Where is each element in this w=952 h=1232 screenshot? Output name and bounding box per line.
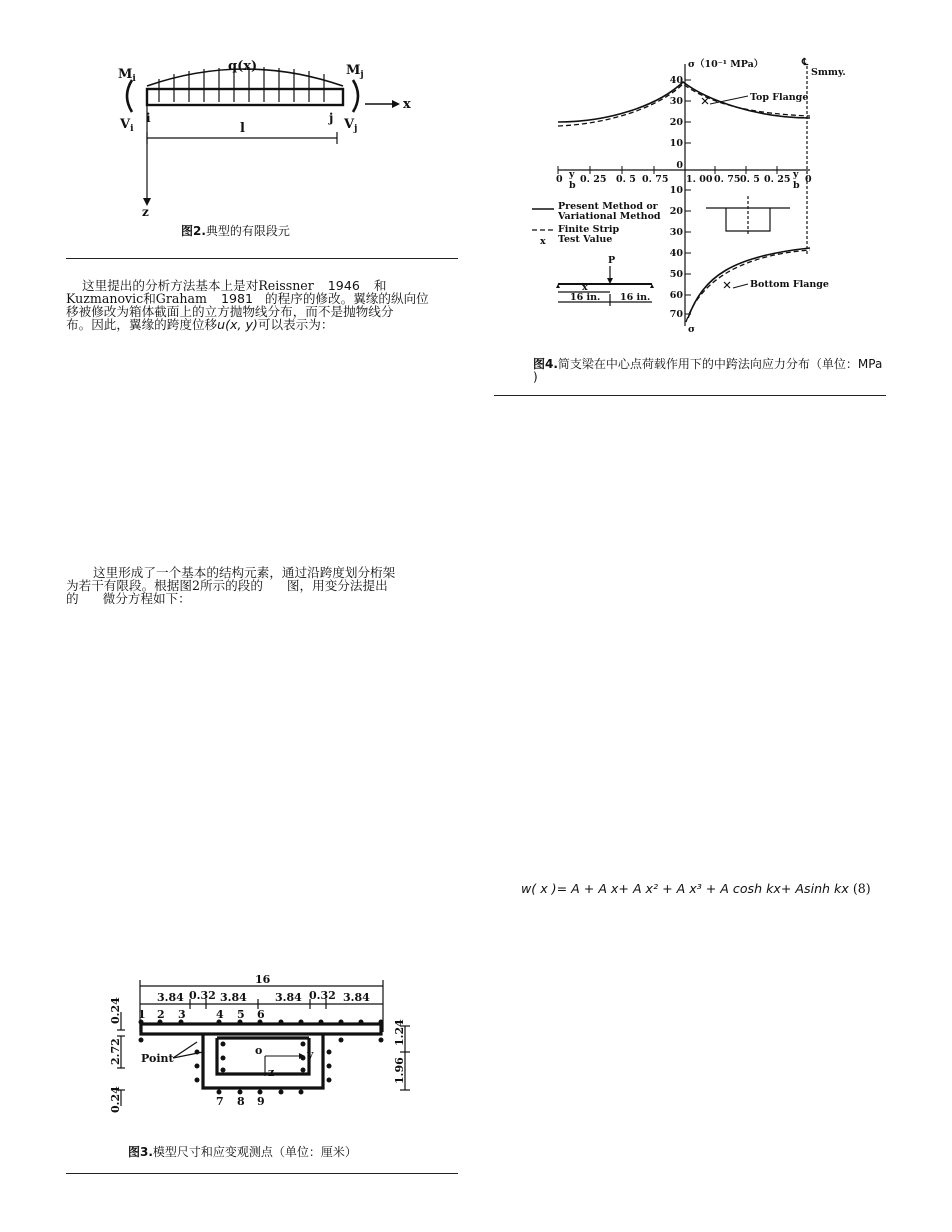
para1-line4a: 布。因此，翼缘的跨度位移 bbox=[66, 317, 218, 332]
fig4-yt-10: 60 bbox=[669, 290, 683, 301]
fig3-caption-text: 模型尺寸和应变观测点（单位：厘米） bbox=[152, 1145, 357, 1159]
fig4-legend-2: Variational Method bbox=[558, 211, 661, 222]
para2-line3a: 的 bbox=[66, 591, 79, 606]
fig4-legend-x: x bbox=[540, 236, 546, 247]
para2-line1: 这里形成了一个基本的结构元素，通过沿跨度划分桁架 bbox=[93, 565, 396, 580]
fig4-legend-3: Finite Strip bbox=[558, 224, 620, 235]
fig2-caption-num: 图2. bbox=[181, 224, 206, 238]
fig3-y-axis: y bbox=[307, 1048, 314, 1061]
fig3-point-label: Point bbox=[141, 1052, 174, 1065]
fig4-beam-16b: 16 in. bbox=[620, 292, 651, 303]
para2-line2b: 图，用变分法提出 bbox=[286, 578, 388, 593]
fig4-yb-right: y bbox=[793, 169, 799, 180]
fig4-xt-1: 0. 25 bbox=[580, 174, 607, 185]
fig2-vj: V bbox=[344, 117, 355, 132]
fig4-xt-4: 1. 00 bbox=[686, 174, 713, 185]
fig2-diagram bbox=[110, 58, 410, 218]
fig4-bottom-flange: Bottom Flange bbox=[750, 279, 829, 290]
para1-year2: 1981 bbox=[220, 291, 254, 306]
fig2-load-label: q(x) bbox=[228, 59, 258, 74]
fig3-dim-6: 3.84 bbox=[343, 991, 370, 1004]
para1-line2b: 的程序的修改。翼缘的纵向位 bbox=[265, 291, 429, 306]
svg-text:Mj bbox=[346, 63, 364, 80]
fig2-rule bbox=[66, 258, 458, 259]
fig3-origin: o bbox=[255, 1044, 263, 1057]
fig3-caption-num: 图3. bbox=[128, 1145, 153, 1159]
fig3-rule bbox=[66, 1173, 458, 1174]
fig4-yb-left: y bbox=[569, 169, 575, 180]
fig3-dim-1: 3.84 bbox=[157, 991, 184, 1004]
fig2-mj: M bbox=[346, 63, 361, 78]
fig4-rule bbox=[494, 395, 886, 396]
eq8-text: w( x )= A + A x+ A x² + A x³ + A cosh kx+ Asinh kx bbox=[521, 881, 849, 896]
fig4-caption-text: 简支梁在中心点荷载作用下的中跨法向应力分布（单位：MPa bbox=[557, 357, 883, 371]
para2-line3b: 微分方程如下： bbox=[102, 591, 191, 606]
fig3-right-dim-2: 1.96 bbox=[393, 1057, 406, 1084]
fig4-load-p: P bbox=[608, 255, 616, 266]
fig4-caption-text2: ) bbox=[533, 370, 538, 384]
fig4-legend-1: Present Method or bbox=[558, 201, 658, 212]
fig3-left-dim-1: 0.24 bbox=[109, 997, 122, 1024]
fig2-mj-sub: j bbox=[360, 70, 364, 80]
para1-line3: 移被修改为箱体截面上的立方抛物线分布，而不是抛物线分 bbox=[66, 304, 394, 319]
fig2-node-j: j bbox=[329, 111, 334, 125]
fig3-z-axis: z bbox=[268, 1066, 275, 1079]
paragraph-2 bbox=[66, 566, 458, 605]
fig2-z-axis: z bbox=[142, 205, 149, 219]
fig4-yt-0: 40 bbox=[669, 75, 683, 86]
fig4-top-flange: Top Flange bbox=[750, 92, 809, 103]
fig4-symmetry: Smmy. bbox=[811, 67, 846, 78]
equation-8 bbox=[521, 881, 871, 896]
fig4-caption bbox=[533, 358, 938, 384]
fig4-xt-2: 0. 5 bbox=[616, 174, 636, 185]
fig4-xt-3: 0. 75 bbox=[642, 174, 669, 185]
fig3-pt-8: 8 bbox=[237, 1095, 245, 1108]
fig4-yb-left-den: b bbox=[569, 180, 576, 191]
fig3-left-dim-3: 0.24 bbox=[109, 1086, 122, 1113]
fig4-xt-8: 0 bbox=[805, 174, 812, 185]
fig4-yt-1: 30 bbox=[669, 96, 683, 107]
fig4-diagram bbox=[528, 56, 858, 346]
fig3-pt-3: 3 bbox=[178, 1008, 186, 1021]
fig4-sigma-bottom: σ bbox=[688, 324, 696, 335]
fig2-mi: M bbox=[118, 67, 133, 82]
fig4-yt-2: 20 bbox=[669, 117, 683, 128]
fig3-dim-3: 3.84 bbox=[220, 991, 247, 1004]
fig2-vi: V bbox=[120, 117, 131, 132]
fig4-cl: ℄ bbox=[802, 57, 809, 68]
fig4-yt-5: 10 bbox=[669, 185, 683, 196]
para1-and: 和 bbox=[373, 278, 387, 293]
svg-text:Vj bbox=[343, 117, 357, 134]
para2-line2a: 为若干有限段。根据图2所示的段的 bbox=[66, 578, 263, 593]
fig4-xt-6: 0. 5 bbox=[740, 174, 760, 185]
fig2-caption-text: 典型的有限段元 bbox=[205, 224, 290, 238]
fig3-total-width: 16 bbox=[255, 973, 271, 986]
fig4-yt-6: 20 bbox=[669, 206, 683, 217]
fig3-dim-2: 0.32 bbox=[189, 989, 216, 1002]
fig3-diagram bbox=[105, 972, 425, 1112]
paragraph-1 bbox=[66, 279, 458, 331]
fig3-pt-5: 5 bbox=[237, 1008, 245, 1021]
para1-line4b: u(x, y) bbox=[217, 317, 258, 332]
para1-year1: 1946 bbox=[327, 278, 360, 293]
fig2-length: l bbox=[240, 121, 245, 136]
fig2-vi-sub: i bbox=[130, 124, 134, 134]
para1-line4c: 可以表示为： bbox=[257, 317, 334, 332]
fig2-mi-sub: i bbox=[132, 74, 136, 84]
fig2-vj-sub: j bbox=[354, 124, 358, 134]
para1-line1: 这里提出的分析方法基本上是对Reissner bbox=[82, 278, 314, 293]
fig4-beam-x: x bbox=[582, 282, 588, 293]
fig4-yt-4: 0 bbox=[676, 160, 683, 171]
svg-text:Vi bbox=[119, 117, 134, 134]
fig4-beam-16a: 16 in. bbox=[570, 292, 601, 303]
fig3-right-dim-1: 1.24 bbox=[393, 1019, 406, 1046]
fig4-xt-5: 0. 75 bbox=[714, 174, 741, 185]
fig2-caption bbox=[181, 222, 290, 239]
fig4-yt-9: 50 bbox=[669, 269, 683, 280]
fig2-node-i: i bbox=[146, 111, 151, 125]
fig3-pt-7: 7 bbox=[216, 1095, 224, 1108]
fig3-pt-4: 4 bbox=[216, 1008, 224, 1021]
fig3-left-dim-2: 2.72 bbox=[109, 1038, 122, 1065]
fig3-pt-6: 6 bbox=[257, 1008, 265, 1021]
fig3-dim-4: 3.84 bbox=[275, 991, 302, 1004]
fig4-yt-7: 30 bbox=[669, 227, 683, 238]
fig4-yb-right-den: b bbox=[793, 180, 800, 191]
fig3-caption bbox=[128, 1143, 357, 1160]
fig3-pt-2: 2 bbox=[157, 1008, 165, 1021]
fig4-yt-3: 10 bbox=[669, 138, 683, 149]
fig2-x-axis: x bbox=[403, 97, 411, 112]
fig3-dim-5: 0.32 bbox=[309, 989, 336, 1002]
para1-line2a: Kuzmanovic和Graham bbox=[66, 291, 207, 306]
fig4-sigma-unit: σ（10⁻¹ MPa） bbox=[688, 59, 764, 70]
svg-text:Mi bbox=[118, 67, 136, 84]
fig4-yt-8: 40 bbox=[669, 248, 683, 259]
fig4-caption-num: 图4. bbox=[533, 357, 558, 371]
fig4-xt-7: 0. 25 bbox=[764, 174, 791, 185]
eq8-number: (8) bbox=[852, 881, 871, 896]
fig4-yt-11: 70 bbox=[669, 309, 683, 320]
fig4-legend-4: Test Value bbox=[558, 234, 613, 245]
fig3-pt-1: 1 bbox=[138, 1008, 146, 1021]
fig3-pt-9: 9 bbox=[257, 1095, 265, 1108]
fig4-xt-0: 0 bbox=[556, 174, 563, 185]
